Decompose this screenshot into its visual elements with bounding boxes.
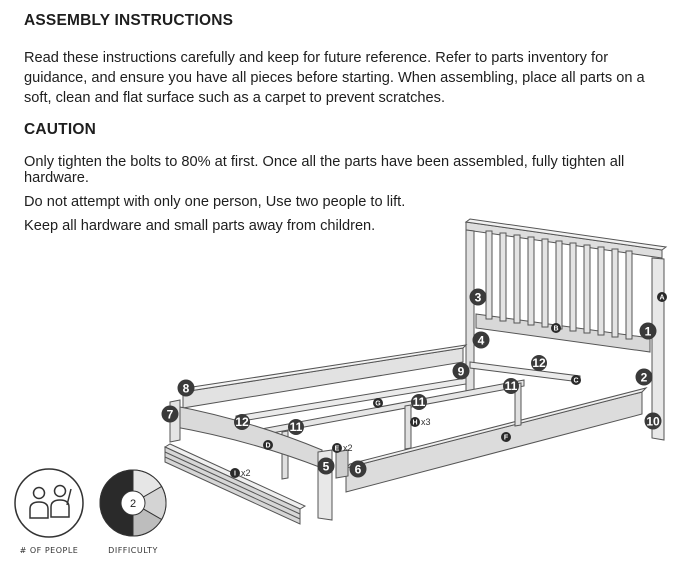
svg-text:5: 5 [322,459,330,474]
svg-text:4: 4 [477,333,485,348]
svg-text:B: B [553,325,559,333]
svg-text:2: 2 [640,370,648,385]
svg-text:I: I [234,470,236,478]
step-marker-7 [162,406,179,423]
svg-text:x3: x3 [421,417,431,427]
caution-2: Do not attempt with only one person, Use two people to lift. [24,194,406,210]
svg-text:x2: x2 [241,468,251,478]
step-marker-10 [645,413,662,430]
step-marker-2 [636,369,653,386]
step-marker-6 [350,461,367,478]
part-marker-g [373,398,383,408]
svg-text:11: 11 [289,420,303,434]
svg-text:E: E [334,445,340,453]
caution-3: Keep all hardware and small parts away from children. [24,218,376,234]
svg-text:7: 7 [166,407,174,422]
intro-line-2: guidance, and ensure you have all pieces before starting. When assembling, place all parts on a [24,70,645,86]
step-marker-9 [453,363,470,380]
svg-text:G: G [375,400,381,408]
svg-text:C: C [573,377,579,385]
part-marker-b [551,323,561,333]
caution-1-line-2: hardware. [24,170,89,186]
part-marker-a [657,292,667,302]
part-marker-i [230,468,251,478]
intro-line-3: soft, clean and flat surface such as a carpet to prevent scratches. [24,90,446,106]
people-label: # OF PEOPLE [19,546,79,555]
svg-text:H: H [412,419,418,427]
step-marker-11a [288,419,304,435]
step-marker-11c [503,378,519,394]
step-marker-11b [411,394,427,410]
heading-caution: CAUTION [24,121,97,138]
part-marker-d [263,440,273,450]
part-marker-h [410,417,431,427]
svg-text:12: 12 [532,356,546,370]
svg-text:A: A [659,294,665,302]
svg-text:6: 6 [354,462,362,477]
svg-text:11: 11 [412,395,426,409]
svg-text:1: 1 [644,324,652,339]
svg-text:3: 3 [474,290,482,305]
svg-text:x2: x2 [343,443,353,453]
people-icon [15,469,83,537]
step-marker-4 [473,332,490,349]
difficulty-value: 2 [129,498,137,510]
heading-assembly-instructions: ASSEMBLY INSTRUCTIONS [24,12,234,29]
svg-text:8: 8 [182,381,190,396]
difficulty-label: DIFFICULTY [108,546,158,555]
step-marker-8 [178,380,195,397]
part-marker-e [332,443,353,453]
step-marker-1 [640,323,657,340]
step-marker-5 [318,458,335,475]
difficulty-icon [100,470,166,536]
svg-text:F: F [503,434,509,442]
svg-text:D: D [265,442,271,450]
step-marker-12a [234,414,250,430]
right-side-rail [346,388,646,492]
svg-text:12: 12 [235,415,249,429]
step-marker-3 [470,289,487,306]
part-marker-f [501,432,511,442]
caution-1-line-1: Only tighten the bolts to 80% at first. Once all the parts have been assembled, fully tighten all [24,154,625,170]
step-marker-12b [531,355,547,371]
svg-text:10: 10 [646,414,660,429]
intro-line-1: Read these instructions carefully and keep for future reference. Refer to parts inventory for [24,50,609,66]
part-marker-c [571,375,581,385]
svg-text:11: 11 [504,379,518,393]
svg-text:9: 9 [457,364,465,379]
